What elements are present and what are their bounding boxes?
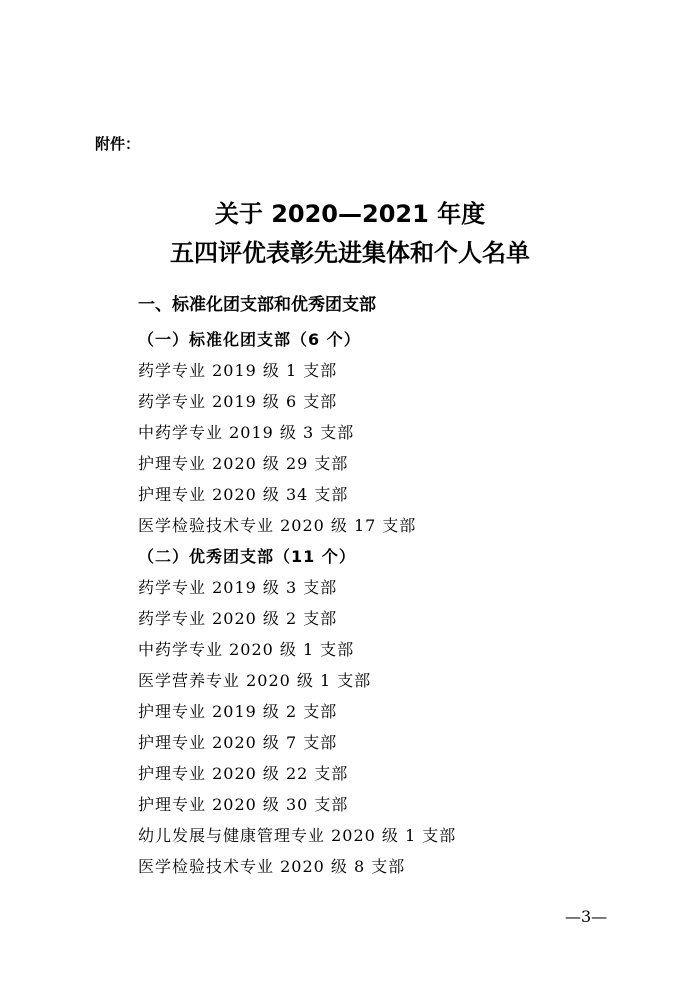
document-title-line-1: 关于 2020—2021 年度 (214, 200, 486, 228)
list-item: 护理专业 2020 级 34 支部 (138, 485, 349, 504)
list-item: 医学营养专业 2020 级 1 支部 (138, 671, 372, 690)
branch-list (138, 324, 456, 882)
list-item: 护理专业 2020 级 22 支部 (138, 764, 349, 783)
page-number: —3— (565, 907, 608, 926)
subsection-heading: （二）优秀团支部（11 个） (138, 547, 356, 566)
list-item: 药学专业 2020 级 2 支部 (138, 609, 338, 628)
document-title-line-2: 五四评优表彰先进集体和个人名单 (170, 239, 530, 267)
attachment-label: 附件： (95, 135, 141, 153)
list-item: 医学检验技术专业 2020 级 17 支部 (138, 516, 417, 535)
list-item: 护理专业 2019 级 2 支部 (138, 702, 338, 721)
list-item: 护理专业 2020 级 30 支部 (138, 795, 349, 814)
list-item: 药学专业 2019 级 3 支部 (138, 578, 338, 597)
list-item: 中药学专业 2019 级 3 支部 (138, 423, 355, 442)
list-item: 药学专业 2019 级 6 支部 (138, 392, 338, 411)
list-item: 药学专业 2019 级 1 支部 (138, 361, 338, 380)
list-item: 护理专业 2020 级 7 支部 (138, 733, 338, 752)
list-item: 医学检验技术专业 2020 级 8 支部 (138, 857, 406, 876)
list-item: 护理专业 2020 级 29 支部 (138, 454, 349, 473)
list-item: 幼儿发展与健康管理专业 2020 级 1 支部 (138, 826, 457, 845)
section-heading: 一、标准化团支部和优秀团支部 (138, 295, 376, 315)
list-item: 中药学专业 2020 级 1 支部 (138, 640, 355, 659)
subsection-heading: （一）标准化团支部（6 个） (138, 330, 361, 349)
